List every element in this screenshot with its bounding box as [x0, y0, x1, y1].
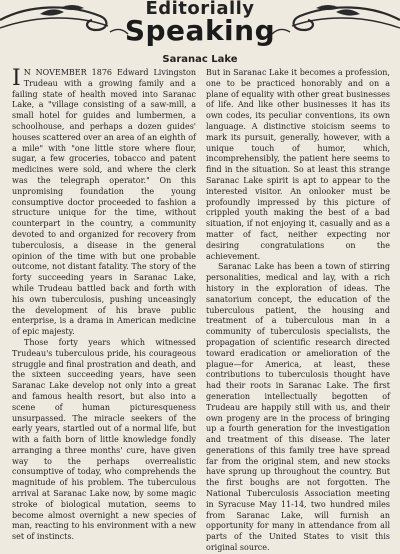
- masthead-title: [0, 0, 400, 47]
- masthead-banner: [0, 0, 400, 46]
- masthead-top-text: Editorially: [145, 0, 255, 19]
- drop-cap: I: [12, 66, 21, 91]
- paragraph: [12, 68, 196, 338]
- column-left: [12, 66, 196, 542]
- paragraph: Saranac Lake has been a town of stirring personalities, medical and lay, with a rich history in the exploration of ideas. The sanatorium concept, the education of the tuberculous patient, the housing and treatment of a tuberculous man in a community of tuberculosis specialists, the propagation of scientific research directed toward eradication or amelioration of the plague—for America, at least, these contributions to tuberculosis thought have had their roots in Saranac Lake. The first generation intellectually begotten of Trudeau are happily still with us, and their own progeny are in the process of bringing up a fourth generation for the investigation and treatment of this disease. The later generations of this family tree have spread far from the original stem, and new stocks have sprung up throughout the country. But the first boughs are not forgotten. The National Tuberculosis Association meeting in Syracuse May 11-14, two hundred miles from Saranac Lake, will furnish an opportunity for many in attendance from all parts of the United States to visit this original source.: [206, 262, 390, 553]
- column-right: [206, 68, 390, 553]
- paragraph-text: N NOVEMBER 1876 Edward Livingston Trudeau with a growing family and a failing state of health moved into Saranac Lake, a "village consisting of a saw-mill, a small hotel for guides and lumbermen, a schoolhouse, and perhaps a dozen guides' houses scattered over an area of an eighth of a mile" with "one little store where flour, sugar, a few groceries, tobacco and patent medicines were sold, and where the clerk was the telegraph operator." On this unpromising foundation the young consumptive doctor proceeded to fashion a structure unique for the time, without counterpart in the country, a community devoted to and organized for recovery from tuberculosis, a disease in the general opinion of the time with but one probable outcome, not distant fatality. The story of the forty succeeding years in Saranac Lake, while Trudeau battled back and forth with his own tuberculosis, pushing unceasingly the development of his brave public enterprise, is a drama in American medicine of epic majesty.: [12, 68, 196, 337]
- masthead-text: Speaking: [124, 14, 276, 47]
- article-title: Saranac Lake: [162, 54, 238, 65]
- paragraph: But in Saranac Lake it becomes a profession, one to be practiced honorably and on a plane of equality with other great businesses of life. And like other businesses it has its own codes, its peculiar conventions, its own language. A distinctive stoicism seems to mark its pursuit, generally, however, with a unique touch of humor, which, incomprehensibly, the patient here seems to find in the situation. So at least this strange Saranac Lake spirit is apt to appear to the interested visitor. An onlooker must be profoundly impressed by this picture of crippled youth making the best of a bad situation, if not enjoying it, casually and as a matter of fact, neither expecting nor desiring congratulations on the achievement.: [206, 68, 390, 261]
- article-body: [12, 66, 390, 553]
- paragraph: Those forty years which witnessed Trudeau's tuberculous pride, his courageous struggle and final prostration and death, and the sixteen succeeding years, have seen Saranac Lake develop not only into a great and famous health resort, but also into a scene of human picturesqueness unsurpassed. The miracle seekers of the early years, startled out of a normal life, but with a faith born of little knowledge fondly arranging a three months' cure, have given way to the perhaps overrealistic consumptive of today, who comprehends the magnitude of his problem. The tuberculous arrival at Saranac Lake now, by some magic stroke of biological mutation, seems to become almost overnight a new species of man, reacting to his environment with a new set of instincts.: [12, 337, 196, 542]
